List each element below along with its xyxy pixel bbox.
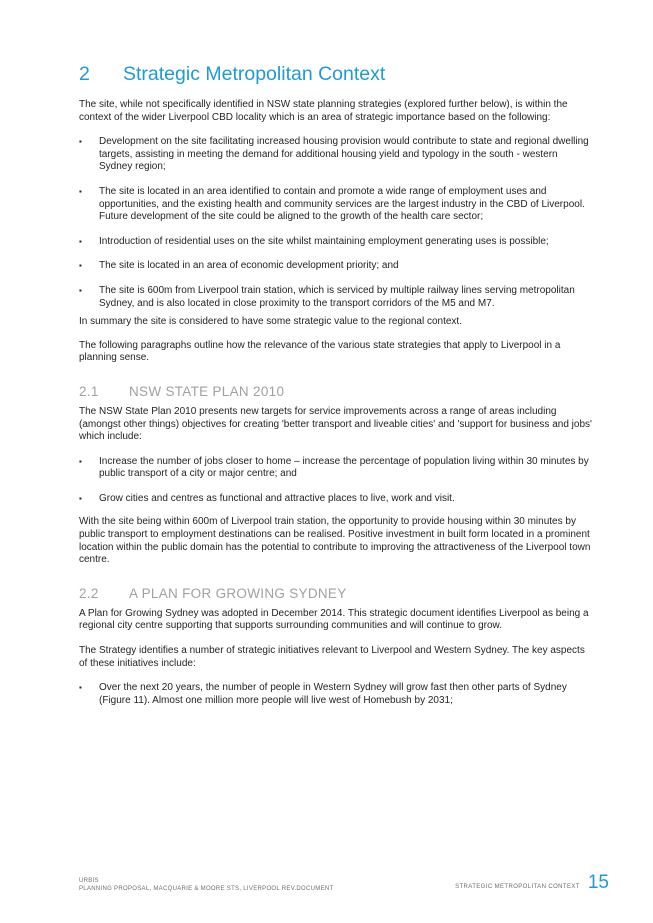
bullet-list-2-1 (79, 456, 593, 506)
list-item: ▪ Development on the site facilitating increased housing provision would contribute to state and regional dwelling targets, assisting in meeting the demand for additional housing yield and typology in the south - western Sydney region; (79, 136, 593, 174)
summary-paragraph: In summary the site is considered to have some strategic value to the regional context. (79, 316, 462, 328)
page-number: 15 (587, 872, 609, 893)
footer-org: URBIS (79, 878, 99, 884)
intro-paragraph: The site, while not specifically identified in NSW state planning strategies (explored further below), is within the context of the wider Liverpool CBD locality which is an area of strategic importance based on the following: (79, 99, 568, 123)
section-number: 2.2 (79, 585, 99, 601)
section-number: 2.1 (79, 383, 99, 399)
section-2-2-para-1: A Plan for Growing Sydney was adopted in December 2014. This strategic document identifies Liverpool as being a regional city centre supporting that supports surrounding communities and will continue to grow. (79, 607, 589, 632)
list-item: ▪ Introduction of residential uses on the site whilst maintaining employment generating uses is possible; (79, 236, 593, 249)
footer-left (79, 877, 333, 893)
list-item: ▪ Over the next 20 years, the number of people in Western Sydney will grow fast then other parts of Sydney (Figure 11). Almost one million more people will live west of Homebush by 2031; (79, 682, 593, 707)
list-item: ▪ The site is located in an area of economic development priority; and (79, 260, 593, 273)
list-item: ▪ The site is located in an area identified to contain and promote a wide range of employment uses and opportunities, and the existing health and community services are the largest industry in the CBD of Liverpool. Future development of the site could be aligned to the growth of the health care sector; (79, 186, 593, 224)
list-item: ▪ Grow cities and centres as functional and attractive places to live, work and visit. (79, 493, 593, 506)
section-title: A PLAN FOR GROWING SYDNEY (129, 585, 347, 601)
bullet-list-1 (79, 136, 593, 310)
footer-right (455, 873, 609, 893)
section-heading-2-1 (79, 384, 593, 400)
chapter-number: 2 (79, 63, 90, 85)
bullet-list-2-2 (79, 682, 593, 707)
page-content (79, 62, 593, 707)
chapter-title: Strategic Metropolitan Context (123, 63, 386, 85)
section-title: NSW STATE PLAN 2010 (129, 383, 285, 399)
list-item: ▪ Increase the number of jobs closer to home – increase the percentage of population living within 30 minutes by public transport of a city or major centre; and (79, 456, 593, 481)
section-2-2-para-2: The Strategy identifies a number of strategic initiatives relevant to Liverpool and Western Sydney. The key aspects of these initiatives include: (79, 645, 585, 669)
footer-section-name: STRATEGIC METROPOLITAN CONTEXT (455, 884, 580, 890)
following-paragraph: The following paragraphs outline how the relevance of the various state strategies that apply to Liverpool in a planning sense. (79, 339, 561, 364)
list-item: ▪ The site is 600m from Liverpool train station, which is serviced by multiple railway lines serving metropolitan Sydney, and is also located in close proximity to the transport corridors of the M5 and M7. (79, 285, 593, 310)
section-2-1-intro: The NSW State Plan 2010 presents new targets for service improvements across a range of areas including (amongst other things) objectives for creating 'better transport and liveable cities' and 'support for business and jobs' which include: (79, 405, 592, 443)
chapter-heading (79, 62, 593, 86)
footer-doc-title: PLANNING PROPOSAL, MACQUARIE & MOORE STS, LIVERPOOL REV.DOCUMENT (79, 886, 334, 892)
section-heading-2-2 (79, 586, 593, 602)
section-2-1-closing: With the site being within 600m of Liverpool train station, the opportunity to provide housing within 30 minutes by public transport to employment destinations can be realised. Positive investment in built form located in a prominent location within the public domain has the potential to contribute to improving the attractiveness of the Liverpool town centre. (79, 516, 591, 566)
